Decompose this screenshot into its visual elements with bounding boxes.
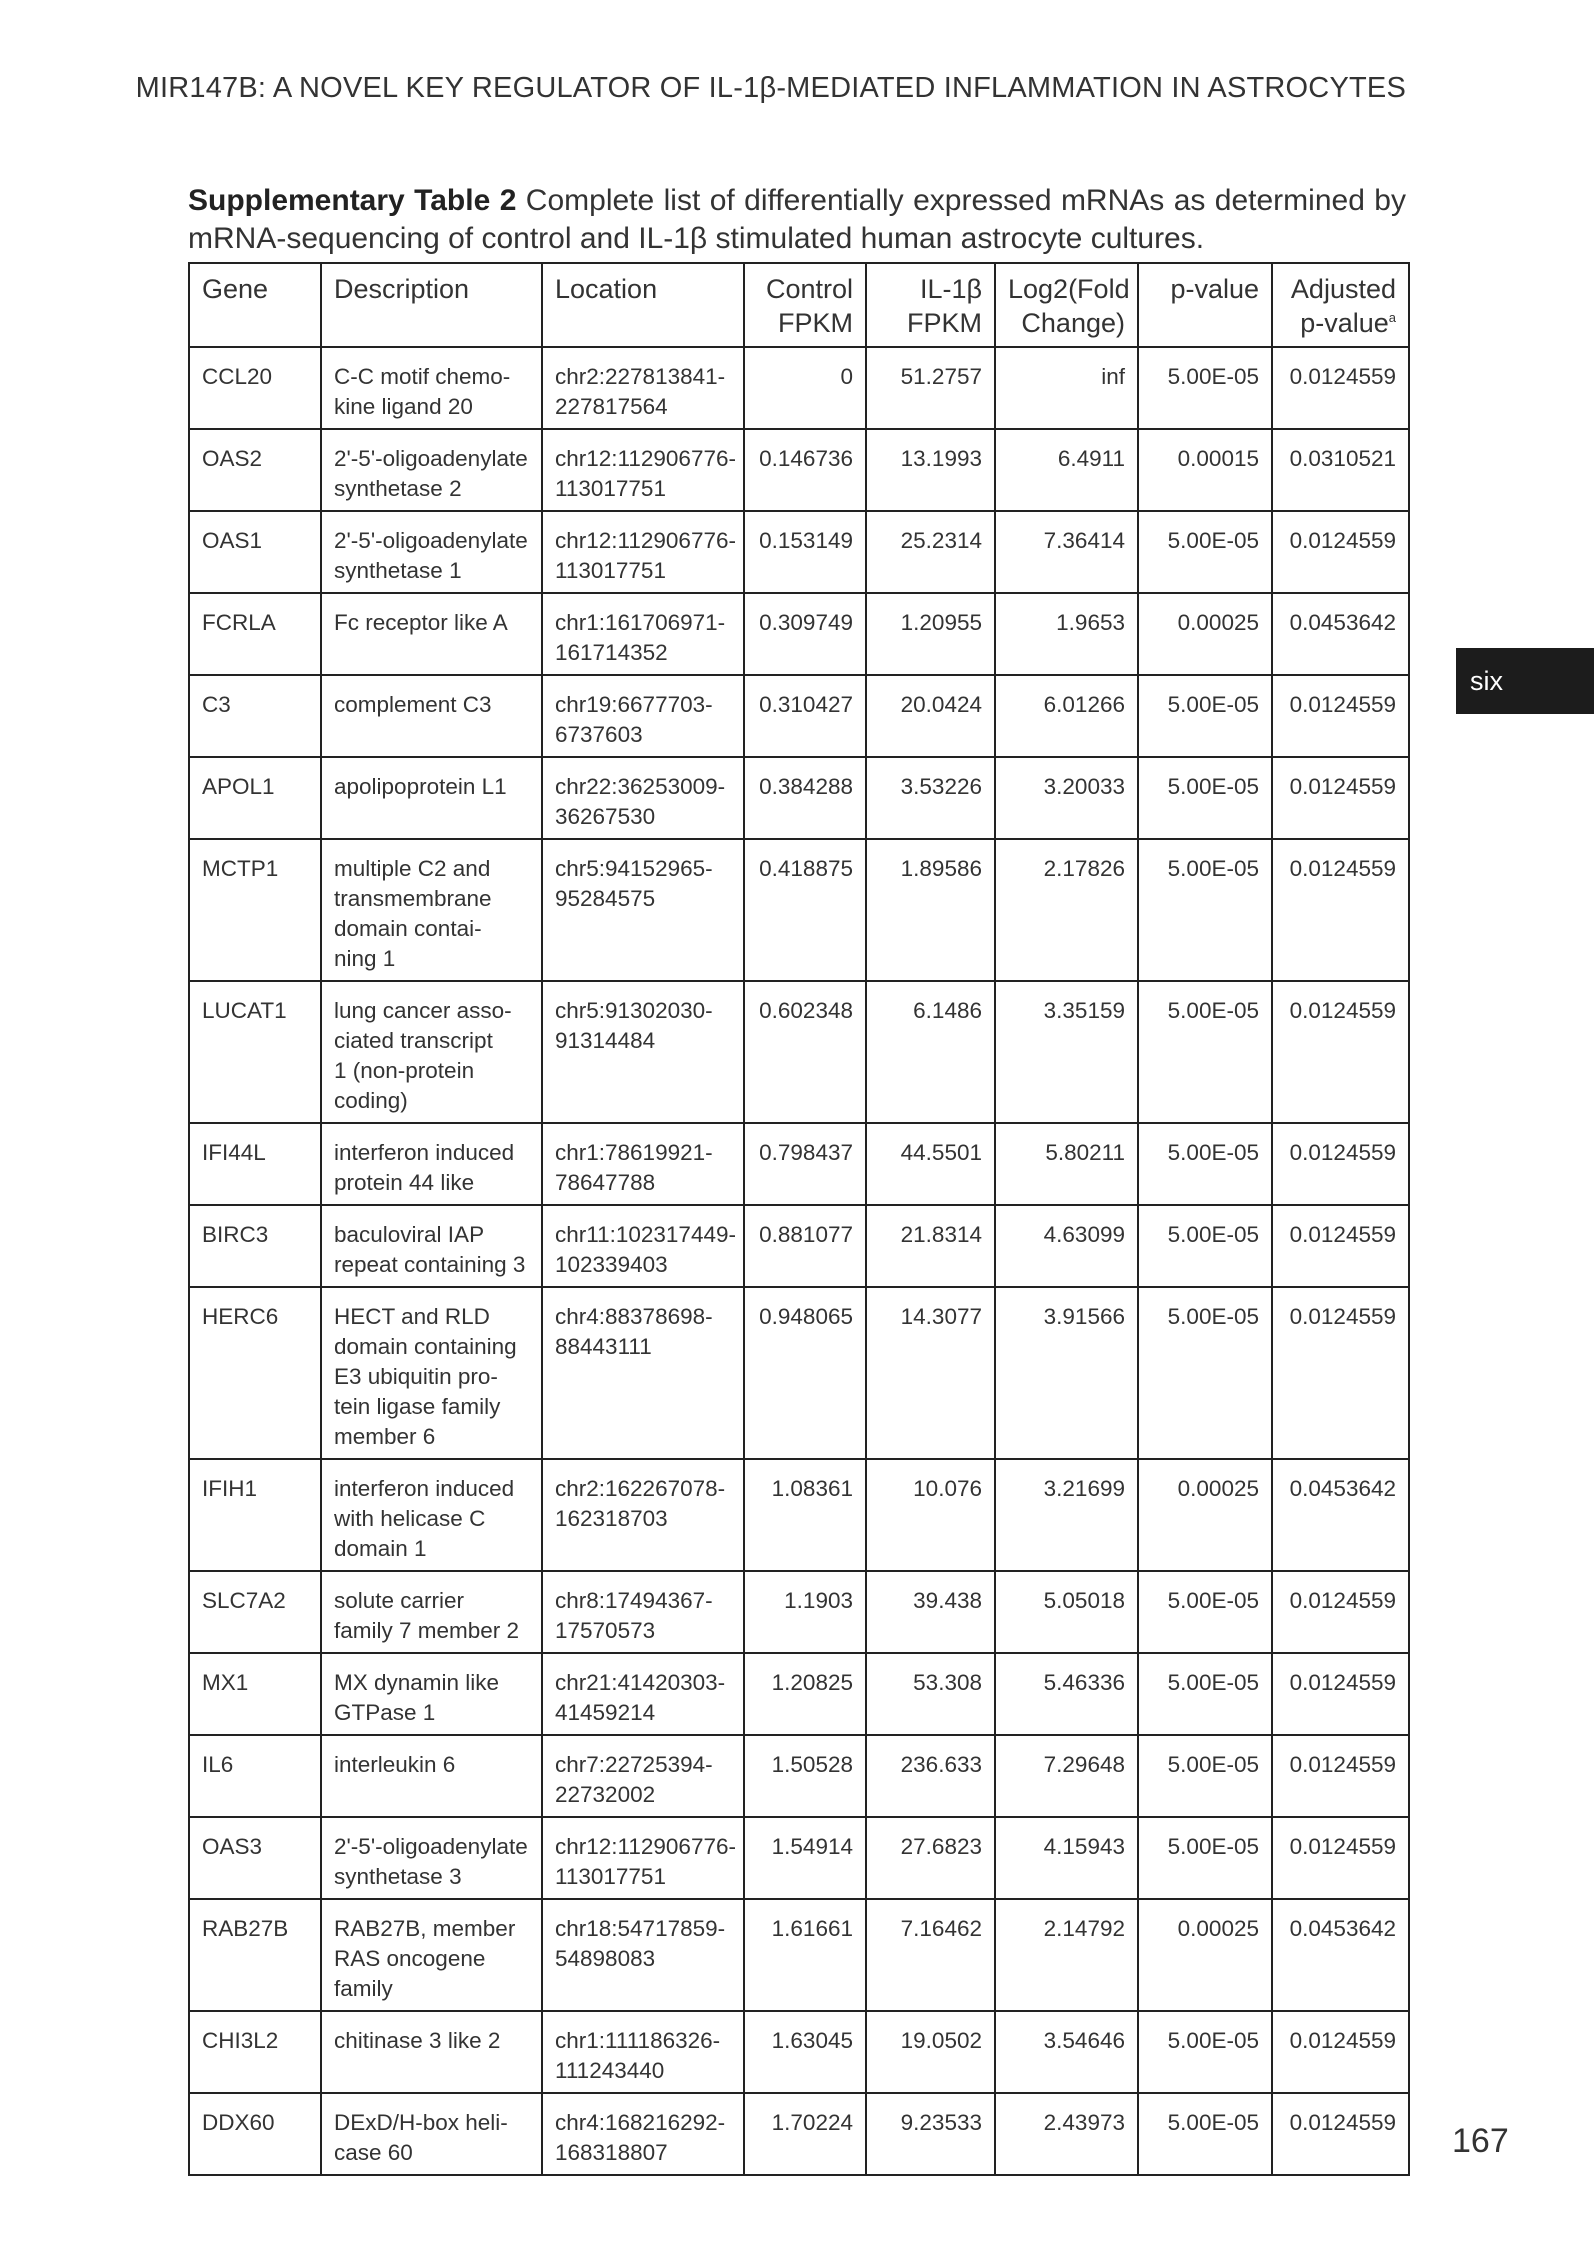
adjusted-p-value-cell: 0.0124559 [1272,1571,1409,1653]
gene-cell: FCRLA [189,593,321,675]
il1b-fpkm-cell: 27.6823 [866,1817,995,1899]
location-cell: chr2:227813841- 227817564 [542,347,744,429]
log2-fold-change-cell: 3.35159 [995,981,1138,1123]
p-value-cell: 5.00E-05 [1138,511,1272,593]
il1b-fpkm-cell: 53.308 [866,1653,995,1735]
il1b-fpkm-cell: 51.2757 [866,347,995,429]
description-cell: DExD/H-box heli- case 60 [321,2093,542,2175]
control-fpkm-cell: 0.602348 [744,981,866,1123]
il1b-fpkm-cell: 44.5501 [866,1123,995,1205]
log2-fold-change-cell: 3.21699 [995,1459,1138,1571]
control-fpkm-cell: 0.310427 [744,675,866,757]
location-cell: chr19:6677703- 6737603 [542,675,744,757]
control-fpkm-cell: 1.1903 [744,1571,866,1653]
header-control-fpkm: Control FPKM [744,263,866,347]
location-cell: chr1:161706971- 161714352 [542,593,744,675]
il1b-fpkm-cell: 21.8314 [866,1205,995,1287]
control-fpkm-cell: 0.418875 [744,839,866,981]
p-value-cell: 5.00E-05 [1138,1571,1272,1653]
table-row [189,1899,1409,2011]
control-fpkm-cell: 1.61661 [744,1899,866,2011]
header-il1b-fpkm: IL-1β FPKM [866,263,995,347]
description-cell: MX dynamin like GTPase 1 [321,1653,542,1735]
table-row [189,1735,1409,1817]
location-cell: chr5:94152965- 95284575 [542,839,744,981]
location-cell: chr11:102317449- 102339403 [542,1205,744,1287]
table-row [189,1459,1409,1571]
description-cell: Fc receptor like A [321,593,542,675]
p-value-cell: 5.00E-05 [1138,2011,1272,2093]
table-row [189,511,1409,593]
header-gene: Gene [189,263,321,347]
p-value-cell: 0.00025 [1138,593,1272,675]
header-p-value: p-value [1138,263,1272,347]
gene-cell: SLC7A2 [189,1571,321,1653]
adjusted-p-value-cell: 0.0124559 [1272,2093,1409,2175]
location-cell: chr22:36253009- 36267530 [542,757,744,839]
adjusted-p-value-cell: 0.0124559 [1272,1205,1409,1287]
il1b-fpkm-cell: 6.1486 [866,981,995,1123]
il1b-fpkm-cell: 7.16462 [866,1899,995,2011]
log2-fold-change-cell: 4.63099 [995,1205,1138,1287]
table-row [189,429,1409,511]
control-fpkm-cell: 0 [744,347,866,429]
table-row [189,1123,1409,1205]
il1b-fpkm-cell: 14.3077 [866,1287,995,1459]
log2-fold-change-cell: inf [995,347,1138,429]
table-row [189,675,1409,757]
header-row [189,263,1409,347]
il1b-fpkm-cell: 39.438 [866,1571,995,1653]
gene-cell: LUCAT1 [189,981,321,1123]
description-cell: interferon induced with helicase C domain 1 [321,1459,542,1571]
adjusted-p-value-cell: 0.0124559 [1272,675,1409,757]
log2-fold-change-cell: 2.43973 [995,2093,1138,2175]
description-cell: 2'-5'-oligoadenylate synthetase 3 [321,1817,542,1899]
table-row [189,347,1409,429]
il1b-fpkm-cell: 3.53226 [866,757,995,839]
p-value-cell: 0.00025 [1138,1459,1272,1571]
table-row [189,593,1409,675]
description-cell: interleukin 6 [321,1735,542,1817]
adjusted-p-value-cell: 0.0124559 [1272,757,1409,839]
control-fpkm-cell: 0.881077 [744,1205,866,1287]
log2-fold-change-cell: 6.01266 [995,675,1138,757]
p-value-cell: 5.00E-05 [1138,757,1272,839]
gene-cell: IFIH1 [189,1459,321,1571]
il1b-fpkm-cell: 19.0502 [866,2011,995,2093]
p-value-cell: 5.00E-05 [1138,1205,1272,1287]
gene-cell: CHI3L2 [189,2011,321,2093]
description-cell: 2'-5'-oligoadenylate synthetase 1 [321,511,542,593]
table-row [189,1571,1409,1653]
description-cell: RAB27B, member RAS oncogene family [321,1899,542,2011]
running-header: MIR147B: A NOVEL KEY REGULATOR OF IL-1β-MEDIATED INFLAMMATION IN ASTROCYTES [135,72,1406,104]
gene-cell: BIRC3 [189,1205,321,1287]
gene-cell: MX1 [189,1653,321,1735]
gene-cell: OAS2 [189,429,321,511]
description-cell: baculoviral IAP repeat containing 3 [321,1205,542,1287]
location-cell: chr7:22725394- 22732002 [542,1735,744,1817]
adjusted-p-value-cell: 0.0124559 [1272,511,1409,593]
description-cell: multiple C2 and transmembrane domain contai- ning 1 [321,839,542,981]
location-cell: chr1:78619921- 78647788 [542,1123,744,1205]
table-row [189,1817,1409,1899]
header-log2-fold-change: Log2(Fold Change) [995,263,1138,347]
page-number: 167 [1452,2122,1509,2160]
p-value-cell: 5.00E-05 [1138,1817,1272,1899]
description-cell: C-C motif chemo- kine ligand 20 [321,347,542,429]
adjusted-p-value-cell: 0.0453642 [1272,593,1409,675]
p-value-cell: 5.00E-05 [1138,675,1272,757]
table-row [189,839,1409,981]
location-cell: chr1:111186326- 111243440 [542,2011,744,2093]
control-fpkm-cell: 1.70224 [744,2093,866,2175]
location-cell: chr5:91302030- 91314484 [542,981,744,1123]
header-description: Description [321,263,542,347]
control-fpkm-cell: 0.153149 [744,511,866,593]
location-cell: chr18:54717859- 54898083 [542,1899,744,2011]
il1b-fpkm-cell: 1.20955 [866,593,995,675]
caption-text: Complete list of differentially expressed mRNAs as determined by mRNA-sequencing of control and IL-1β stimulated human astrocyte cultures. [188,184,1406,255]
p-value-cell: 5.00E-05 [1138,2093,1272,2175]
control-fpkm-cell: 0.948065 [744,1287,866,1459]
table-row [189,2011,1409,2093]
p-value-cell: 5.00E-05 [1138,1653,1272,1735]
gene-cell: MCTP1 [189,839,321,981]
p-value-cell: 5.00E-05 [1138,1123,1272,1205]
il1b-fpkm-cell: 1.89586 [866,839,995,981]
control-fpkm-cell: 1.54914 [744,1817,866,1899]
gene-cell: RAB27B [189,1899,321,2011]
location-cell: chr21:41420303- 41459214 [542,1653,744,1735]
il1b-fpkm-cell: 25.2314 [866,511,995,593]
description-cell: interferon induced protein 44 like [321,1123,542,1205]
description-cell: solute carrier family 7 member 2 [321,1571,542,1653]
adjusted-p-value-cell: 0.0124559 [1272,347,1409,429]
differential-expression-table [188,262,1410,2176]
log2-fold-change-cell: 5.80211 [995,1123,1138,1205]
description-cell: lung cancer asso- ciated transcript 1 (non-protein coding) [321,981,542,1123]
gene-cell: OAS3 [189,1817,321,1899]
p-value-cell: 5.00E-05 [1138,347,1272,429]
location-cell: chr12:112906776- 113017751 [542,429,744,511]
adjusted-p-value-cell: 0.0124559 [1272,839,1409,981]
adjusted-p-value-cell: 0.0124559 [1272,981,1409,1123]
location-cell: chr8:17494367- 17570573 [542,1571,744,1653]
il1b-fpkm-cell: 13.1993 [866,429,995,511]
il1b-fpkm-cell: 10.076 [866,1459,995,1571]
location-cell: chr4:168216292- 168318807 [542,2093,744,2175]
adjusted-p-value-cell: 0.0310521 [1272,429,1409,511]
description-cell: chitinase 3 like 2 [321,2011,542,2093]
p-value-cell: 0.00025 [1138,1899,1272,2011]
log2-fold-change-cell: 5.46336 [995,1653,1138,1735]
gene-cell: CCL20 [189,347,321,429]
adjusted-p-value-cell: 0.0453642 [1272,1459,1409,1571]
control-fpkm-cell: 1.63045 [744,2011,866,2093]
location-cell: chr12:112906776- 113017751 [542,511,744,593]
location-cell: chr12:112906776- 113017751 [542,1817,744,1899]
adjusted-p-value-cell: 0.0124559 [1272,1123,1409,1205]
log2-fold-change-cell: 7.36414 [995,511,1138,593]
location-cell: chr2:162267078- 162318703 [542,1459,744,1571]
p-value-cell: 5.00E-05 [1138,1735,1272,1817]
log2-fold-change-cell: 3.54646 [995,2011,1138,2093]
table-caption [188,182,1406,258]
gene-cell: IL6 [189,1735,321,1817]
gene-cell: HERC6 [189,1287,321,1459]
gene-cell: APOL1 [189,757,321,839]
location-cell: chr4:88378698- 88443111 [542,1287,744,1459]
gene-cell: C3 [189,675,321,757]
description-cell: complement C3 [321,675,542,757]
table-row [189,2093,1409,2175]
il1b-fpkm-cell: 20.0424 [866,675,995,757]
description-cell: HECT and RLD domain containing E3 ubiquitin pro- tein ligase family member 6 [321,1287,542,1459]
control-fpkm-cell: 0.798437 [744,1123,866,1205]
il1b-fpkm-cell: 9.23533 [866,2093,995,2175]
p-value-cell: 5.00E-05 [1138,981,1272,1123]
chapter-tab: six [1456,648,1594,714]
control-fpkm-cell: 0.384288 [744,757,866,839]
log2-fold-change-cell: 5.05018 [995,1571,1138,1653]
description-cell: 2'-5'-oligoadenylate synthetase 2 [321,429,542,511]
gene-cell: DDX60 [189,2093,321,2175]
log2-fold-change-cell: 6.4911 [995,429,1138,511]
control-fpkm-cell: 1.08361 [744,1459,866,1571]
control-fpkm-cell: 0.309749 [744,593,866,675]
gene-cell: OAS1 [189,511,321,593]
table-row [189,981,1409,1123]
log2-fold-change-cell: 3.20033 [995,757,1138,839]
adjusted-p-value-cell: 0.0453642 [1272,1899,1409,2011]
control-fpkm-cell: 0.146736 [744,429,866,511]
adjusted-p-value-cell: 0.0124559 [1272,1817,1409,1899]
adjusted-p-value-cell: 0.0124559 [1272,1735,1409,1817]
gene-cell: IFI44L [189,1123,321,1205]
table-body [189,347,1409,2175]
description-cell: apolipoprotein L1 [321,757,542,839]
p-value-cell: 5.00E-05 [1138,1287,1272,1459]
control-fpkm-cell: 1.50528 [744,1735,866,1817]
header-location: Location [542,263,744,347]
header-adjusted-p-value: Adjusted p-value$^a$ [1272,263,1409,347]
table-row [189,757,1409,839]
adjusted-p-value-cell: 0.0124559 [1272,1287,1409,1459]
table-row [189,1205,1409,1287]
caption-label: Supplementary Table 2 [188,184,517,217]
table-row [189,1287,1409,1459]
adjusted-p-value-cell: 0.0124559 [1272,2011,1409,2093]
log2-fold-change-cell: 4.15943 [995,1817,1138,1899]
table-row [189,1653,1409,1735]
p-value-cell: 0.00015 [1138,429,1272,511]
log2-fold-change-cell: 2.17826 [995,839,1138,981]
adjusted-p-value-cell: 0.0124559 [1272,1653,1409,1735]
p-value-cell: 5.00E-05 [1138,839,1272,981]
log2-fold-change-cell: 1.9653 [995,593,1138,675]
control-fpkm-cell: 1.20825 [744,1653,866,1735]
log2-fold-change-cell: 2.14792 [995,1899,1138,2011]
il1b-fpkm-cell: 236.633 [866,1735,995,1817]
log2-fold-change-cell: 7.29648 [995,1735,1138,1817]
log2-fold-change-cell: 3.91566 [995,1287,1138,1459]
